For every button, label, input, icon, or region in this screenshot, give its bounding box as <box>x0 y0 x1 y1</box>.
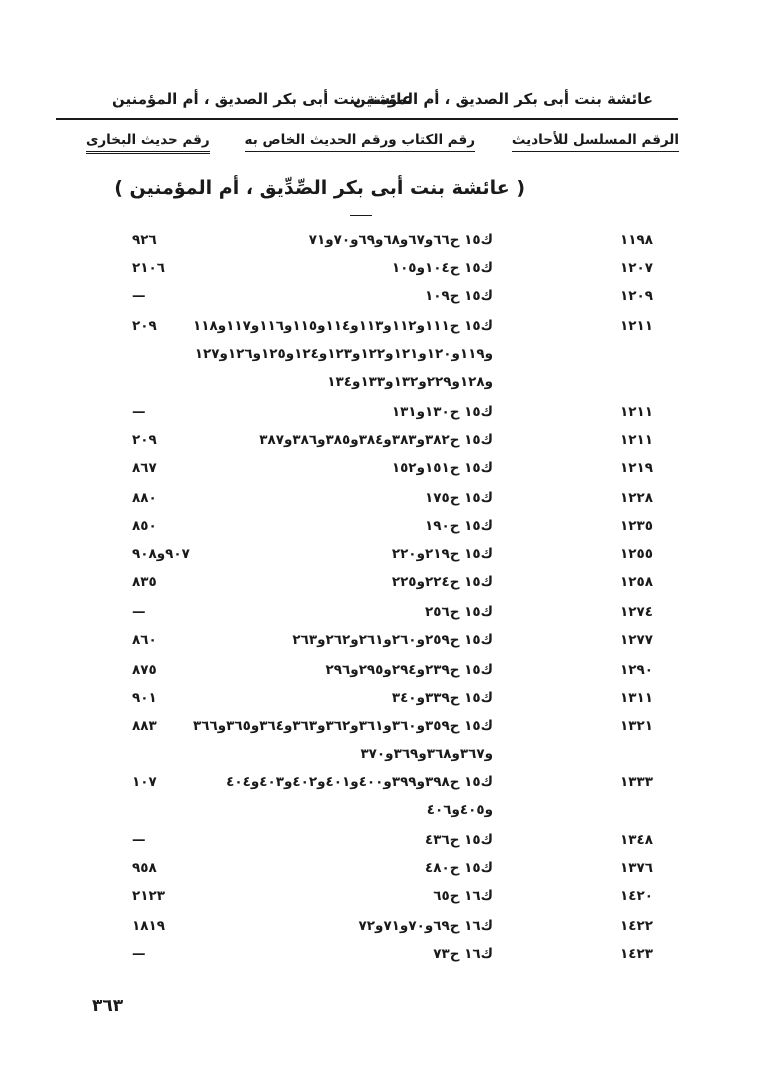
running-head-left: عائشة بنت أبى بكر الصديق ، أم المؤمنين <box>112 90 413 108</box>
table-row <box>0 658 765 686</box>
table-row <box>0 456 765 484</box>
bukhari-number-cell: ٩٠١ <box>132 690 157 706</box>
bukhari-number-cell: ٩٢٦ <box>132 232 157 248</box>
table-row <box>0 256 765 284</box>
bukhari-number-cell: ٢٠٩ <box>132 318 157 334</box>
serial-number-cell: ١٤٢٢ <box>620 918 653 934</box>
book-hadith-reference-cell: ك١٥ ح٢٣٩و٢٩٤و٢٩٥و٢٩٦ <box>325 662 493 678</box>
serial-number-cell: ١٢٠٧ <box>620 260 653 276</box>
book-hadith-reference-cell: ك١٥ ح١٩٠ <box>424 518 493 534</box>
serial-number-cell: ١٢١٩ <box>620 460 653 476</box>
page-number: ٣٦٣ <box>92 996 124 1016</box>
table-row <box>0 428 765 456</box>
book-hadith-reference-cell: ك١٥ ح٢٥٦ <box>424 604 493 620</box>
serial-number-cell: ١٣٤٨ <box>620 832 653 848</box>
serial-number-cell: ١٣٧٦ <box>620 860 653 876</box>
running-head-right: عائشة بنت أبى بكر الصديق ، أم المؤمنين <box>352 90 653 108</box>
table-row <box>0 628 765 656</box>
table-row <box>0 770 765 798</box>
bukhari-number-cell: — <box>132 288 146 304</box>
table-row <box>0 284 765 312</box>
serial-number-cell: ١٢٣٥ <box>620 518 653 534</box>
bukhari-number-cell: ٨٥٠ <box>132 518 157 534</box>
serial-number-cell: ١٣٣٣ <box>620 774 653 790</box>
book-hadith-reference-cell: ك١٥ ح٣٣٩و٣٤٠ <box>391 690 493 706</box>
bukhari-number-cell: — <box>132 604 146 620</box>
bukhari-number-cell: ١٠٧ <box>132 774 157 790</box>
column-header-serial: الرقم المسلسل للأحاديث <box>512 132 679 152</box>
book-hadith-reference-cell: ك١٥ ح٢٢٤و٢٢٥ <box>391 574 493 590</box>
table-row <box>0 486 765 514</box>
serial-number-cell: ١٢١١ <box>620 432 653 448</box>
section-title: ( عائشة بنت أبى بكر الصِّدِّيق ، أم المؤمنين ) <box>114 177 525 199</box>
column-header-book-hadith: رقم الكتاب ورقم الحديث الخاص به <box>245 132 475 152</box>
serial-number-cell: ١٢١١ <box>620 404 653 420</box>
serial-number-cell: ١٢٧٤ <box>620 604 653 620</box>
book-hadith-reference-cell: ك١٥ ح١٣٠و١٣١ <box>391 404 493 420</box>
serial-number-cell: ١٢٠٩ <box>620 288 653 304</box>
serial-number-cell: ١٢٥٨ <box>620 574 653 590</box>
bukhari-number-cell: ٨٧٥ <box>132 662 157 678</box>
book-hadith-reference-cell: ك١٥ ح٤٨٠ <box>424 860 493 876</box>
bukhari-number-cell: — <box>132 404 146 420</box>
table-row <box>0 742 765 770</box>
serial-number-cell: ١٢١١ <box>620 318 653 334</box>
table-row <box>0 600 765 628</box>
serial-number-cell: ١٣١١ <box>620 690 653 706</box>
table-row <box>0 570 765 598</box>
table-row <box>0 542 765 570</box>
table-row <box>0 828 765 856</box>
book-hadith-reference-cell: ك١٥ ح١١١و١١٢و١١٣و١١٤و١١٥و١١٦و١١٧و١١٨ <box>192 318 493 334</box>
serial-number-cell: ١١٩٨ <box>620 232 653 248</box>
table-row <box>0 342 765 370</box>
book-hadith-reference-cell: ك١٥ ح٤٣٦ <box>424 832 493 848</box>
bukhari-number-cell: ٢١٢٣ <box>132 888 165 904</box>
table-row <box>0 942 765 970</box>
book-hadith-reference-cell: ك١٥ ح٣٥٩و٣٦٠و٣٦١و٣٦٢و٣٦٣و٣٦٤و٣٦٥و٣٦٦ <box>192 718 493 734</box>
bukhari-number-cell: — <box>132 832 146 848</box>
bukhari-number-cell: ٨٨٣ <box>132 718 157 734</box>
bukhari-number-cell: ٩٥٨ <box>132 860 157 876</box>
table-row <box>0 914 765 942</box>
serial-number-cell: ١٤٢٣ <box>620 946 653 962</box>
table-row <box>0 228 765 256</box>
book-hadith-reference-cell: ك١٦ ح٦٩و٧٠و٧١و٧٢ <box>358 918 493 934</box>
table-row <box>0 400 765 428</box>
table-row <box>0 856 765 884</box>
column-header-bukhari: رقم حديث البخارى <box>86 132 210 154</box>
serial-number-cell: ١٤٢٠ <box>620 888 653 904</box>
bukhari-number-cell: ٨٣٥ <box>132 574 157 590</box>
serial-number-cell: ١٣٢١ <box>620 718 653 734</box>
book-hadith-reference-cell: ك١٦ ح٧٣ <box>433 946 493 962</box>
bukhari-number-cell: ٨٨٠ <box>132 490 157 506</box>
book-hadith-reference-cell: ك١٥ ح٢٥٩و٢٦٠و٢٦١و٢٦٢و٢٦٣ <box>292 632 493 648</box>
bukhari-number-cell: — <box>132 946 146 962</box>
serial-number-cell: ١٢٢٨ <box>620 490 653 506</box>
book-hadith-reference-cell: ك١٥ ح٦٦و٦٧و٦٨و٦٩و٧٠و٧١ <box>308 232 493 248</box>
bukhari-number-cell: ٩٠٧و٩٠٨ <box>132 546 190 562</box>
serial-number-cell: ١٢٥٥ <box>620 546 653 562</box>
table-row <box>0 714 765 742</box>
table-row <box>0 314 765 342</box>
book-hadith-reference-cell: ك١٥ ح٢١٩و٢٢٠ <box>391 546 493 562</box>
book-hadith-reference-cell: و١٢٨و٢٢٩و١٣٢و١٣٣و١٣٤ <box>327 374 493 390</box>
table-row <box>0 798 765 826</box>
bukhari-number-cell: ٢١٠٦ <box>132 260 165 276</box>
bukhari-number-cell: ٢٠٩ <box>132 432 157 448</box>
table-row <box>0 514 765 542</box>
book-hadith-reference-cell: ك١٥ ح١٠٩ <box>424 288 493 304</box>
table-row <box>0 370 765 398</box>
book-hadith-reference-cell: ك١٥ ح١٥١و١٥٢ <box>391 460 493 476</box>
table-row <box>0 884 765 912</box>
book-hadith-reference-cell: ك١٥ ح٣٨٢و٣٨٣و٣٨٤و٣٨٥و٣٨٦و٣٨٧ <box>259 432 493 448</box>
header-rule <box>56 118 678 120</box>
book-hadith-reference-cell: و٤٠٥و٤٠٦ <box>426 802 493 818</box>
bukhari-number-cell: ٨٦٠ <box>132 632 157 648</box>
book-hadith-reference-cell: ك١٥ ح١٧٥ <box>424 490 493 506</box>
serial-number-cell: ١٢٧٧ <box>620 632 653 648</box>
bukhari-number-cell: ١٨١٩ <box>132 918 165 934</box>
serial-number-cell: ١٢٩٠ <box>620 662 653 678</box>
title-divider <box>350 215 372 216</box>
book-hadith-reference-cell: ك١٦ ح٦٥ <box>433 888 493 904</box>
book-hadith-reference-cell: و٣٦٧و٣٦٨و٣٦٩و٣٧٠ <box>360 746 493 762</box>
bukhari-number-cell: ٨٦٧ <box>132 460 157 476</box>
table-row <box>0 686 765 714</box>
book-hadith-reference-cell: ك١٥ ح١٠٤و١٠٥ <box>391 260 493 276</box>
book-hadith-reference-cell: ك١٥ ح٣٩٨و٣٩٩و٤٠٠و٤٠١و٤٠٢و٤٠٣و٤٠٤ <box>226 774 493 790</box>
book-hadith-reference-cell: و١١٩و١٢٠و١٢١و١٢٢و١٢٣و١٢٤و١٢٥و١٢٦و١٢٧ <box>194 346 493 362</box>
